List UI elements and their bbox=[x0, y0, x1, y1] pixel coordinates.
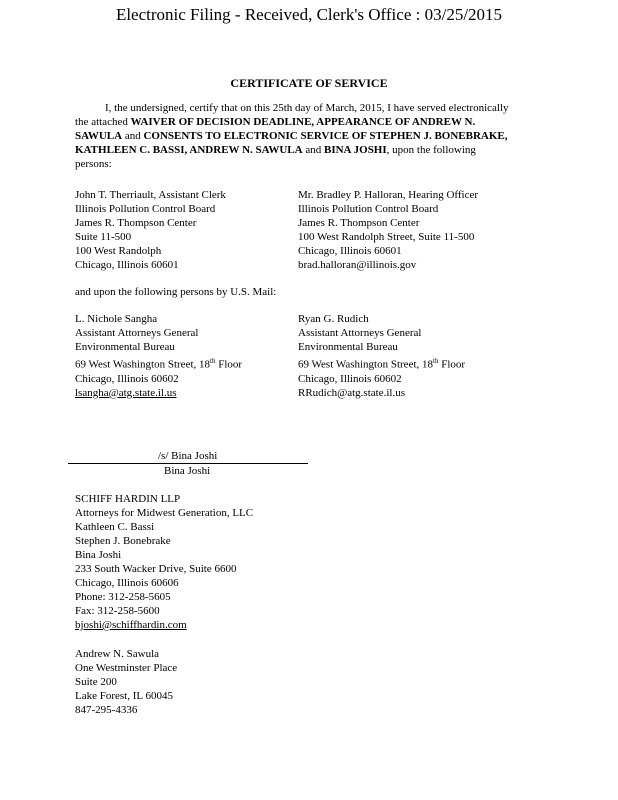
recipient-line: James R. Thompson Center bbox=[75, 217, 197, 229]
electronic-recipient-right bbox=[298, 188, 478, 272]
firm-email-link[interactable]: bjoshi@schiffhardin.com bbox=[75, 619, 187, 631]
intro-bold-3: BINA JOSHI bbox=[323, 144, 387, 156]
attorney-line: Lake Forest, IL 60045 bbox=[75, 690, 173, 702]
second-attorney-block bbox=[75, 647, 177, 717]
recipient-line: Chicago, Illinois 60601 bbox=[75, 259, 179, 271]
intro-end: , upon the following persons: bbox=[75, 144, 476, 170]
firm-block bbox=[75, 492, 253, 632]
firm-line: Attorneys for Midwest Generation, LLC bbox=[75, 507, 254, 519]
intro-bold-1: WAIVER OF DECISION DEADLINE, APPEARANCE OF ANDREW N. SAWULA bbox=[75, 116, 476, 142]
firm-line: Bina Joshi bbox=[75, 549, 122, 561]
firm-line: Stephen J. Bonebrake bbox=[75, 535, 171, 547]
firm-line: Kathleen C. Bassi bbox=[75, 521, 155, 533]
mail-recipient-left bbox=[75, 312, 242, 400]
page-title: CERTIFICATE OF SERVICE bbox=[230, 76, 388, 90]
recipient-line: 100 West Randolph Street, Suite 11-500 bbox=[298, 231, 475, 243]
electronic-recipient-left bbox=[75, 188, 226, 272]
firm-line: Chicago, Illinois 60606 bbox=[75, 577, 179, 589]
firm-phone: Phone: 312-258-5605 bbox=[75, 591, 171, 603]
recipient-line: Mr. Bradley P. Halloran, Hearing Officer bbox=[298, 189, 479, 201]
intro-and: and bbox=[302, 144, 324, 156]
recipient-address: 69 West Washington Street, 18th Floor bbox=[298, 357, 466, 371]
attorney-phone: 847-295-4336 bbox=[75, 704, 138, 716]
intro-bold-2: CONSENTS TO ELECTRONIC SERVICE OF STEPHEN J. BONEBRAKE, KATHLEEN C. BASSI, ANDREW N. SAWULA bbox=[75, 130, 508, 156]
firm-fax: Fax: 312-258-5600 bbox=[75, 605, 160, 617]
recipient-email-link[interactable]: lsangha@atg.state.il.us bbox=[75, 386, 177, 399]
filing-stamp: Electronic Filing - Received, Clerk's Office : 03/25/2015 bbox=[115, 5, 503, 24]
firm-name: SCHIFF HARDIN LLP bbox=[75, 493, 181, 505]
recipient-line: Chicago, Illinois 60601 bbox=[298, 245, 402, 257]
recipient-line: Illinois Pollution Control Board bbox=[298, 203, 439, 215]
recipient-line: Illinois Pollution Control Board bbox=[75, 203, 216, 215]
recipient-address: 69 West Washington Street, 18th Floor bbox=[75, 357, 243, 371]
firm-line: 233 South Wacker Drive, Suite 6600 bbox=[75, 563, 237, 575]
intro-start: I, the undersigned, certify that on this 25th day of March, 2015, I have served electronically the attached bbox=[75, 102, 509, 128]
service-paragraph bbox=[75, 101, 515, 171]
recipient-line: Chicago, Illinois 60602 bbox=[75, 372, 179, 385]
recipient-email: RRudich@atg.state.il.us bbox=[298, 386, 405, 399]
intro-mid: and bbox=[122, 130, 144, 142]
mail-intro: and upon the following persons by U.S. Mail: bbox=[75, 286, 277, 298]
attorney-line: Andrew N. Sawula bbox=[75, 648, 160, 660]
attorney-line: Suite 200 bbox=[75, 676, 117, 688]
recipient-line: Assistant Attorneys General bbox=[75, 327, 199, 339]
signer-name: Bina Joshi bbox=[164, 465, 211, 477]
recipient-line: Environmental Bureau bbox=[298, 341, 398, 353]
recipient-email: brad.halloran@illinois.gov bbox=[298, 259, 417, 271]
mail-recipient-right bbox=[298, 312, 465, 400]
recipient-line: James R. Thompson Center bbox=[298, 217, 420, 229]
recipient-line: Chicago, Illinois 60602 bbox=[298, 372, 402, 385]
recipient-line: John T. Therriault, Assistant Clerk bbox=[75, 189, 226, 201]
recipient-line: Assistant Attorneys General bbox=[298, 327, 422, 339]
recipient-line: Environmental Bureau bbox=[75, 341, 175, 353]
slash-signature: /s/ Bina Joshi bbox=[158, 450, 218, 462]
attorney-line: One Westminster Place bbox=[75, 662, 178, 674]
recipient-line: 100 West Randolph bbox=[75, 245, 162, 257]
recipient-line: Ryan G. Rudich bbox=[298, 313, 369, 325]
signature-line bbox=[68, 463, 308, 464]
recipient-line: Suite 11-500 bbox=[75, 231, 132, 243]
recipient-line: L. Nichole Sangha bbox=[75, 313, 158, 325]
